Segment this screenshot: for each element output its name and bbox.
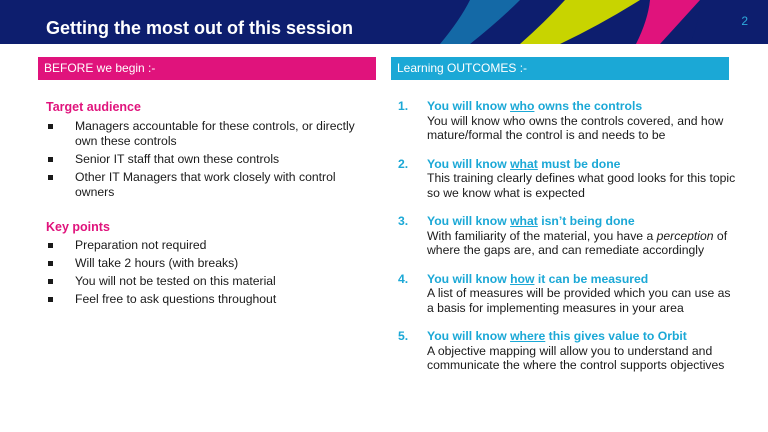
outcome-body: A list of measures will be provided which you can use as a basis for implementing measures in your area	[427, 286, 731, 315]
outcome-item	[398, 99, 738, 143]
bullet-icon	[48, 157, 53, 162]
list-item: Senior IT staff that own these controls	[46, 152, 376, 167]
outcome-item	[398, 214, 738, 258]
outcome-number: 3.	[398, 214, 409, 228]
learning-outcomes-bar: Learning OUTCOMES :-	[391, 57, 729, 80]
bullet-icon	[48, 124, 53, 129]
list-item: Feel free to ask questions throughout	[46, 292, 376, 307]
outcome-item	[398, 272, 738, 316]
target-audience-list	[46, 119, 376, 203]
slide-number: 2	[741, 14, 748, 28]
outcome-number: 2.	[398, 156, 409, 171]
bullet-icon	[48, 297, 53, 302]
outcome-number: 5.	[398, 329, 409, 343]
list-item: Will take 2 hours (with breaks)	[46, 256, 376, 271]
outcome-body: This training clearly defines what good looks for this topic so we know what is expected	[427, 171, 736, 200]
outcome-item	[398, 329, 738, 373]
key-points-list	[46, 238, 376, 310]
bullet-icon	[48, 175, 53, 180]
outcomes-list	[398, 99, 738, 373]
outcome-heading: You will know where this gives value to Orbit	[427, 329, 687, 343]
page-title: Getting the most out of this session	[46, 18, 354, 38]
bullet-icon	[48, 261, 53, 266]
list-item: You will not be tested on this material	[46, 274, 376, 289]
target-audience-title: Target audience	[46, 100, 141, 114]
outcome-heading: You will know who owns the controls	[427, 99, 643, 113]
list-item: Other IT Managers that work closely with control owners	[46, 170, 376, 200]
outcome-heading: You will know what must be done	[427, 156, 621, 171]
outcome-body: With familiarity of the material, you have a perception of where the gaps are, and can remediate accordingly	[427, 228, 728, 257]
before-we-begin-bar: BEFORE we begin :-	[38, 57, 376, 80]
list-item: Preparation not required	[46, 238, 376, 253]
outcome-body: You will know who owns the controls covered, and how mature/formal the control is and needs to be	[427, 113, 724, 142]
key-points-title: Key points	[46, 220, 110, 234]
list-item: Managers accountable for these controls, or directly own these controls	[46, 119, 376, 149]
bullet-icon	[48, 279, 53, 284]
slide-header	[0, 0, 768, 44]
outcome-heading: You will know how it can be measured	[427, 271, 649, 286]
outcome-number: 1.	[398, 99, 409, 113]
outcome-item	[398, 157, 738, 201]
outcome-number: 4.	[398, 271, 409, 286]
outcome-heading: You will know what isn’t being done	[427, 214, 635, 228]
outcome-body: A objective mapping will allow you to understand and communicate the where the control supports objectives	[427, 343, 725, 372]
bullet-icon	[48, 243, 53, 248]
